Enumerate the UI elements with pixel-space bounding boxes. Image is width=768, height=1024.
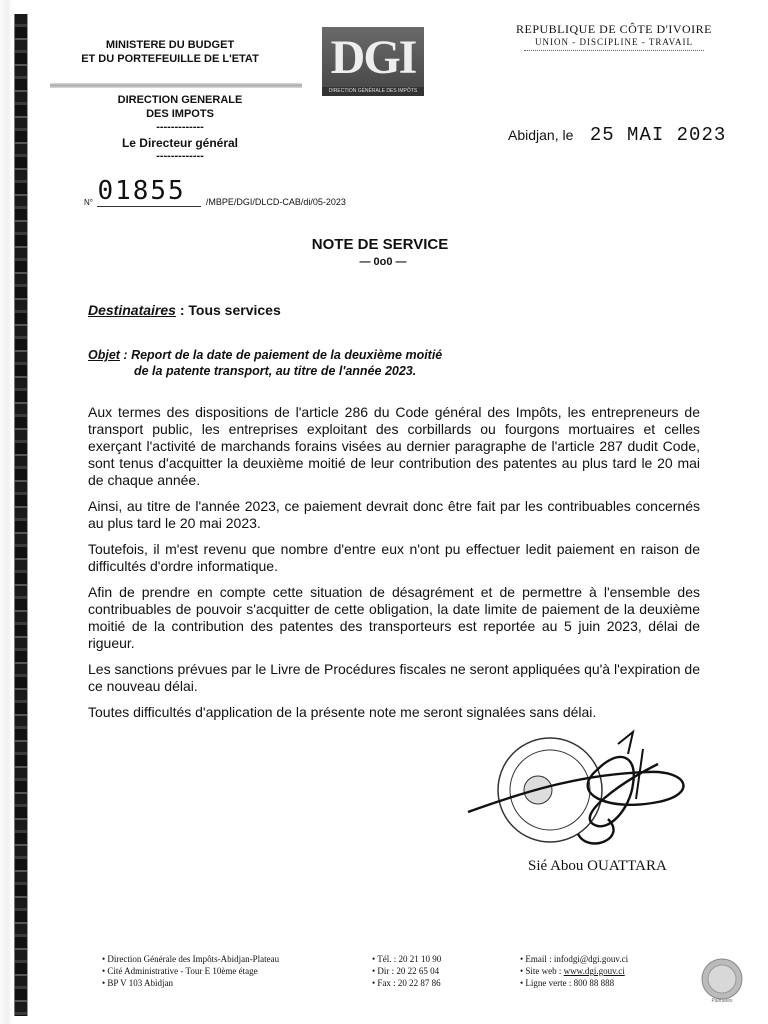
national-motto: UNION - DISCIPLINE - TRAVAIL xyxy=(535,37,693,47)
footer-phone-line: • Dir : 20 22 65 04 xyxy=(372,966,440,976)
body-paragraph: Toutes difficultés d'application de la présente note me seront signalées sans délai. xyxy=(88,704,597,720)
reference-number xyxy=(84,176,346,207)
direction-line-2: DES IMPOTS xyxy=(146,108,214,120)
footer-website-label: • Site web : xyxy=(520,966,564,976)
recipients-label: Destinataires xyxy=(88,302,176,318)
document-title: NOTE DE SERVICE xyxy=(311,236,449,253)
recipients xyxy=(88,302,281,318)
footer-website xyxy=(520,965,628,977)
title-ornament: — 0o0 — xyxy=(359,256,407,268)
ministry-line-1: MINISTERE DU BUDGET xyxy=(105,39,235,51)
subject-line-1: Report de la date de paiement de la deuxième moitié xyxy=(131,348,443,362)
reference-digits: 01855 xyxy=(97,176,201,207)
direction-separator: ------------- xyxy=(156,121,204,133)
ministry-line-2: ET DU PORTEFEUILLE DE L'ETAT xyxy=(81,53,259,65)
dgi-logo-box xyxy=(322,27,424,87)
footer-website-link[interactable]: www.dgi.gouv.ci xyxy=(563,966,625,976)
dgi-logo-text: DGI xyxy=(330,30,416,84)
body-paragraph: Les sanctions prévues par le Livre de Procédures fiscales ne seront appliquées qu'à l'expiration de ce nouveau délai. xyxy=(88,661,700,694)
reference-code: /MBPE/DGI/DLCD-CAB/di/05-2023 xyxy=(205,197,346,207)
dgi-logo-subtitle: DIRECTION GÉNÉRALE DES IMPÔTS xyxy=(322,87,424,96)
republic-header xyxy=(500,22,728,51)
document-date xyxy=(508,124,726,146)
recipients-value: Tous services xyxy=(188,302,281,318)
footer-address-line: • Direction Générale des Impôts-Abidjan-Plateau xyxy=(102,954,280,964)
country-name: REPUBLIQUE DE CÔTE D'IVOIRE xyxy=(516,22,712,36)
subject-line-2: de la patente transport, au titre de l'année 2023. xyxy=(134,364,417,378)
signatory-name: Sié Abou OUATTARA xyxy=(528,858,667,874)
motto-underline xyxy=(524,50,704,51)
ministry-header xyxy=(60,38,280,66)
direction-block xyxy=(90,93,270,162)
footer-phone-line: • Tél. : 20 21 10 90 xyxy=(372,954,442,964)
footer-address xyxy=(102,953,279,989)
document-body xyxy=(88,404,700,730)
footer-address-line: • BP V 103 Abidjan xyxy=(102,978,173,988)
director-title: Le Directeur général xyxy=(121,136,239,150)
footer-phone-line: • Fax : 20 22 87 86 xyxy=(372,978,441,988)
signature-flourish xyxy=(618,732,643,799)
footer-address-line: • Cité Administrative - Tour E 10ème étage xyxy=(102,966,258,976)
date-value: 25 MAI 2023 xyxy=(589,124,727,146)
footer-contacts xyxy=(520,953,628,989)
direction-separator-2: ------------- xyxy=(156,150,204,162)
footer-phones xyxy=(372,953,441,989)
body-paragraph: Afin de prendre en compte cette situation de désagrément et de permettre à l'ensemble des contribuables de pouvoir s'acquitter de cette obligation, la date limite de paiement de la deuxième moitié de la contribution des patentes des transporteurs est reportée au 5 juin 2023, délai de rigueur. xyxy=(88,584,700,651)
subject xyxy=(88,347,688,379)
date-label: Abidjan, le xyxy=(508,127,574,143)
subject-label: Objet xyxy=(88,348,120,362)
handwritten-signature xyxy=(468,757,683,843)
subject-colon: : xyxy=(119,348,132,362)
official-stamp xyxy=(498,738,602,842)
binding-strip xyxy=(14,14,28,1016)
footer-email: • Email : infodgi@dgi.gouv.ci xyxy=(520,954,629,964)
header-divider xyxy=(50,83,302,88)
body-paragraph: Aux termes des dispositions de l'article 286 du Code général des Impôts, les entrepreneurs de transport public, les entreprises exploitant des corbillards ou fourgons mortuaires et celles exerçant l'activité de marchands forains visées au dernier paragraphe de l'article 287 dudit Code, sont tenus d'acquitter la deuxième moitié de leur contribution des patentes au plus tard le 20 mai de chaque année. xyxy=(88,404,700,488)
reference-prefix: N° xyxy=(84,198,93,207)
body-paragraph: Toutefois, il m'est revenu que nombre d'entre eux n'ont pu effectuer ledit paiement en raison de difficultés d'ordre informatique. xyxy=(88,541,700,574)
palm-award-label: Palmarès xyxy=(711,998,733,1004)
direction-line-1: DIRECTION GENERALE xyxy=(117,94,243,106)
footer-hotline: • Ligne verte : 800 88 888 xyxy=(520,978,615,988)
body-paragraph: Ainsi, au titre de l'année 2023, ce paiement devrait donc être fait par les contribuables concernés au plus tard le 20 mai 2023. xyxy=(88,498,700,531)
dgi-logo xyxy=(322,27,424,97)
recipients-colon: : xyxy=(175,302,189,318)
